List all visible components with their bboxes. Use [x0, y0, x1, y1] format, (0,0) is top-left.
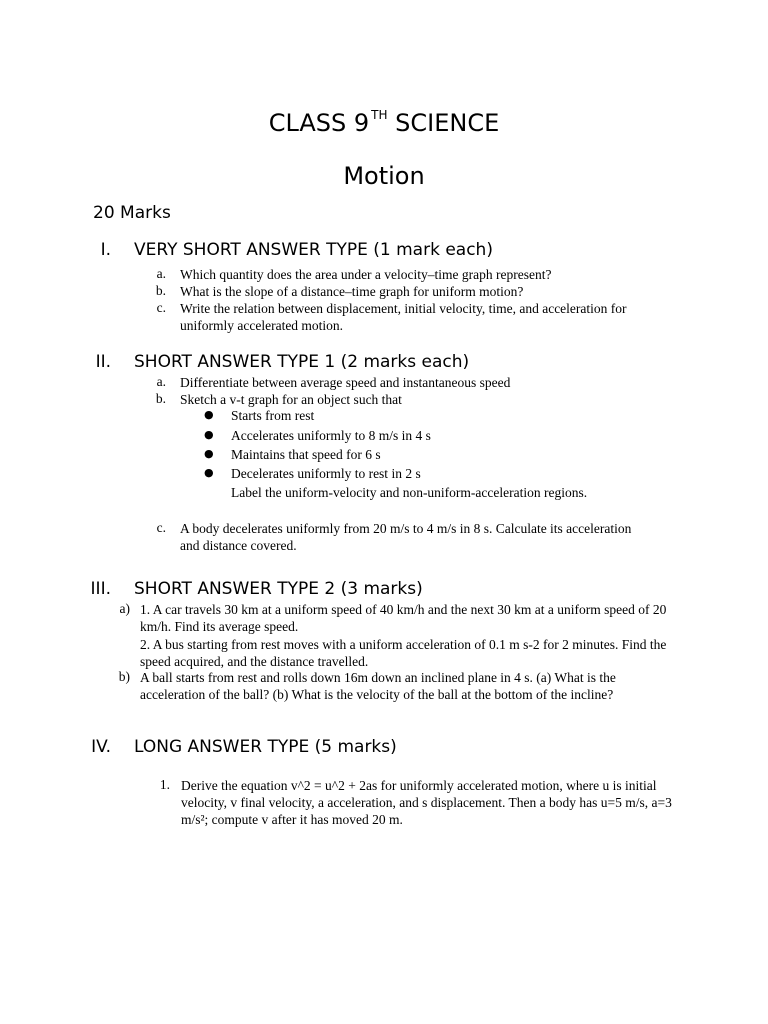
question-marker: 1. — [159, 777, 170, 792]
bullet-text: Decelerates uniformly to rest in 2 s — [231, 466, 421, 481]
question-text: Derive the equation v^2 = u^2 + 2as for uniformly accelerated motion, where u is initial velocity, v final velocity, a acceleration, and s displacement. Then a body has u=5 m/s, a=3 m/s²; compute v after it has moved 20 m. — [181, 778, 672, 827]
bullet-icon: ● — [204, 447, 214, 460]
section-title: LONG ANSWER TYPE (5 marks) — [134, 737, 397, 757]
section-number: II. — [95, 352, 111, 372]
question-marker: b. — [155, 283, 166, 298]
question-text: 1. A car travels 30 km at a uniform speed of 40 km/h and the next 30 km at a uniform speed of 20 km/h. Find its average speed. — [140, 602, 667, 634]
section-number: IV. — [91, 737, 111, 757]
question-marker: a. — [156, 266, 166, 281]
question-marker: b) — [118, 669, 130, 684]
question-text: 2. A bus starting from rest moves with a uniform acceleration of 0.1 m s-2 for 2 minutes. Find the speed acquired, and the distance travelled. — [140, 637, 667, 669]
section-title: VERY SHORT ANSWER TYPE (1 mark each) — [134, 240, 493, 260]
title-prefix: CLASS 9 — [268, 109, 370, 137]
question-marker: a. — [156, 374, 166, 389]
question-text: A ball starts from rest and rolls down 16m down an inclined plane in 4 s. (a) What is the acceleration of the ball? (b) What is the velocity of the ball at the bottom of the incline? — [140, 670, 616, 702]
section-title: SHORT ANSWER TYPE 2 (3 marks) — [134, 579, 423, 599]
bullet-text: Starts from rest — [231, 408, 315, 423]
question-text: Which quantity does the area under a velocity–time graph represent? — [180, 267, 552, 282]
question-marker: c. — [156, 300, 166, 315]
page-title — [0, 108, 768, 137]
section-number: III. — [90, 579, 111, 599]
bullet-text: Accelerates uniformly to 8 m/s in 4 s — [231, 428, 431, 443]
question-marker: b. — [155, 391, 166, 406]
title-suffix: SCIENCE — [395, 109, 500, 137]
question-marker: c. — [156, 520, 166, 535]
question-text: A body decelerates uniformly from 20 m/s to 4 m/s in 8 s. Calculate its acceleration and distance covered. — [180, 521, 632, 553]
question-text: What is the slope of a distance–time graph for uniform motion? — [180, 284, 524, 299]
bullet-icon: ● — [204, 466, 214, 479]
bullet-icon: ● — [204, 428, 214, 441]
total-marks: 20 Marks — [93, 203, 171, 223]
bullet-icon: ● — [204, 408, 214, 421]
question-text: Sketch a v-t graph for an object such that — [180, 392, 402, 407]
bullet-text: Maintains that speed for 6 s — [231, 447, 381, 462]
bullet-note: Label the uniform-velocity and non-uniform-acceleration regions. — [231, 485, 588, 500]
title-superscript: TH — [371, 108, 388, 122]
section-title: SHORT ANSWER TYPE 1 (2 marks each) — [134, 352, 470, 372]
question-text: Differentiate between average speed and instantaneous speed — [180, 375, 511, 390]
question-marker: a) — [119, 601, 130, 616]
page-subtitle: Motion — [343, 162, 425, 190]
question-text: Write the relation between displacement, initial velocity, time, and acceleration for uniformly accelerated motion. — [180, 301, 627, 333]
section-number: I. — [100, 240, 111, 260]
